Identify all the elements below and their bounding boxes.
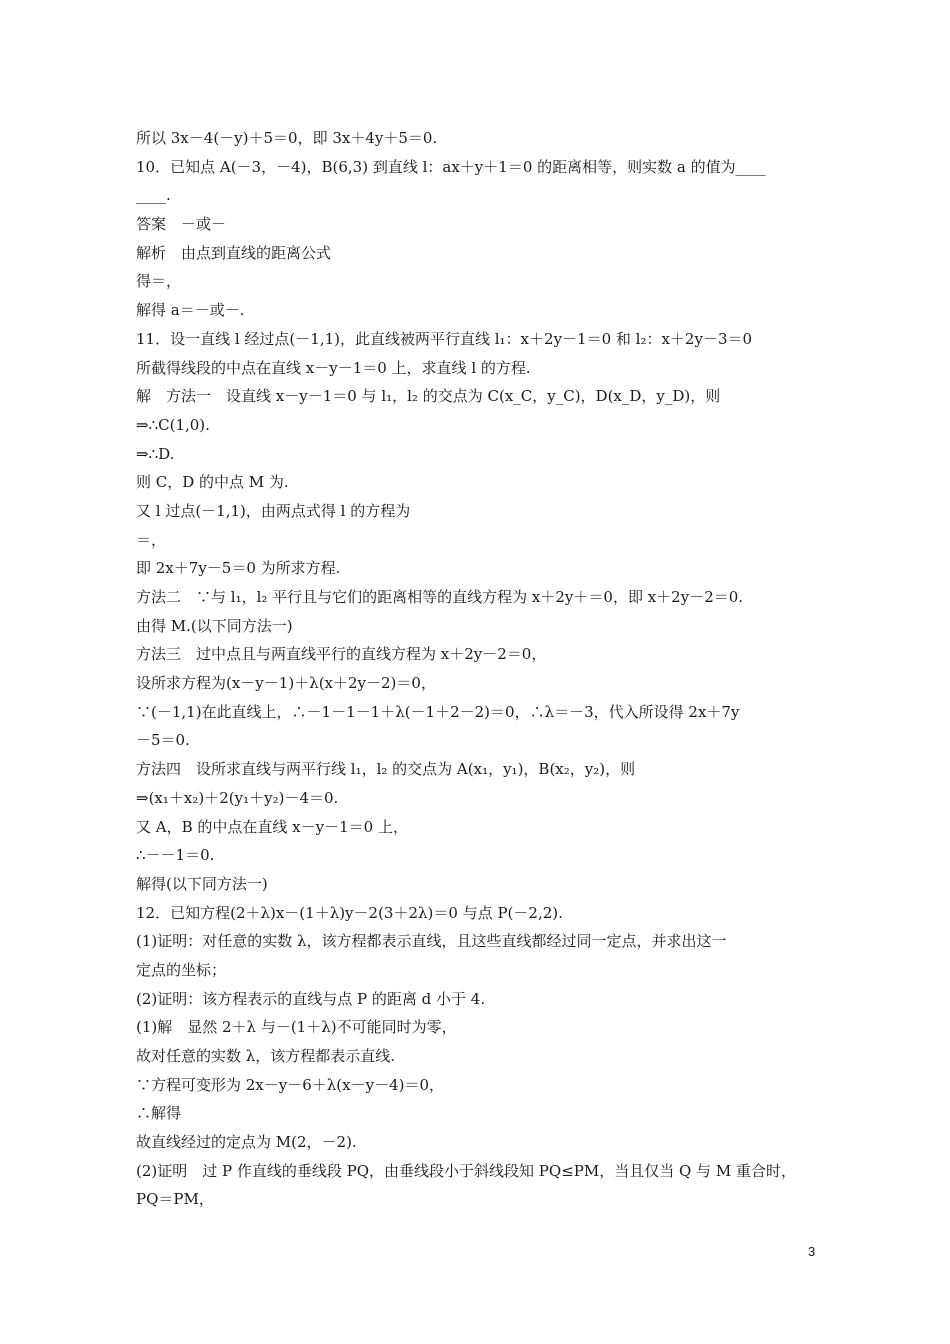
text-line: (1)证明：对任意的实数 λ，该方程都表示直线，且这些直线都经过同一定点，并求出这一 [136, 932, 727, 951]
text-line: －5＝0. [136, 731, 190, 750]
text-line: 设所求方程为(x－y－1)＋λ(x＋2y－2)＝0， [136, 674, 436, 693]
text-line: 解得 a＝－或－. [136, 301, 245, 320]
text-line: 又 A，B 的中点在直线 x－y－1＝0 上， [136, 817, 408, 836]
text-line: 又 l 过点(－1,1)，由两点式得 l 的方程为 [136, 501, 411, 520]
text-line: ＝， [136, 530, 167, 549]
text-line: 10．已知点 A(－3，－4)，B(6,3) 到直线 l：ax＋y＋1＝0 的距离相等，则实数 a 的值为____ [136, 157, 766, 176]
text-line: ⇒(x₁＋x₂)＋2(y₁＋y₂)－4＝0. [136, 788, 339, 807]
text-line: 方法二 ∵与 l₁，l₂ 平行且与它们的距离相等的直线方程为 x＋2y＋＝0，即 x＋2y－2＝0. [136, 588, 744, 606]
text-line: 所以 3x－4(－y)＋5＝0，即 3x＋4y＋5＝0. [136, 129, 438, 147]
text-line: ∴解得 [136, 1104, 182, 1123]
text-line: 11．设一直线 l 经过点(－1,1)，此直线被两平行直线 l₁：x＋2y－1＝0 和 l₂：x＋2y－3＝0 [136, 329, 753, 348]
text-line: (2)证明 过 P 作直线的垂线段 PQ，由垂线段小于斜线段知 PQ≤PM，当且仅当 Q 与 M 重合时， [136, 1161, 796, 1180]
text-line: 定点的坐标； [136, 960, 227, 979]
text-line: 则 C，D 的中点 M 为. [136, 473, 289, 492]
text-line: ⇒∴C(1,0). [136, 415, 210, 434]
text-line: 得＝， [136, 272, 182, 291]
text-line: 即 2x＋7y－5＝0 为所求方程. [136, 559, 341, 578]
text-line: 解析 由点到直线的距离公式 [136, 243, 332, 262]
text-line: ∴－－1＝0. [136, 846, 215, 865]
text-line: 答案 －或－ [136, 215, 227, 234]
text-line: 解得(以下同方法一) [136, 874, 268, 893]
text-line: ∵方程可变形为 2x－y－6＋λ(x－y－4)＝0， [136, 1075, 445, 1094]
text-line: 方法四 设所求直线与两平行线 l₁，l₂ 的交点为 A(x₁，y₁)，B(x₂，y₂)，则 [136, 760, 636, 779]
text-line: 故对任意的实数 λ，该方程都表示直线. [136, 1047, 396, 1065]
text-line: 解 方法一 设直线 x－y－1＝0 与 l₁，l₂ 的交点为 C(x_C，y_C)，D(x_D，y_D)，则 [136, 387, 721, 406]
text-line: PQ＝PM， [136, 1190, 214, 1209]
text-line: ⇒∴D. [136, 444, 175, 463]
page-number: 3 [808, 1244, 816, 1259]
text-line: 12．已知方程(2＋λ)x－(1＋λ)y－2(3＋2λ)＝0 与点 P(－2,2). [136, 903, 563, 922]
document-body [136, 124, 820, 1214]
text-line: ____. [136, 186, 171, 205]
text-line: ∵(－1,1)在此直线上，∴－1－1－1＋λ(－1＋2－2)＝0，∴λ＝－3，代入所设得 2x＋7y [136, 702, 740, 721]
text-line: (2)证明：该方程表示的直线与点 P 的距离 d 小于 4. [136, 989, 486, 1008]
text-line: 方法三 过中点且与两直线平行的直线方程为 x＋2y－2＝0， [136, 645, 547, 664]
text-line: 由得 M.(以下同方法一) [136, 616, 293, 635]
text-line: 所截得线段的中点在直线 x－y－1＝0 上，求直线 l 的方程. [136, 358, 531, 377]
text-line: (1)解 显然 2＋λ 与－(1＋λ)不可能同时为零， [136, 1018, 457, 1037]
text-line: 故直线经过的定点为 M(2，－2). [136, 1133, 357, 1152]
